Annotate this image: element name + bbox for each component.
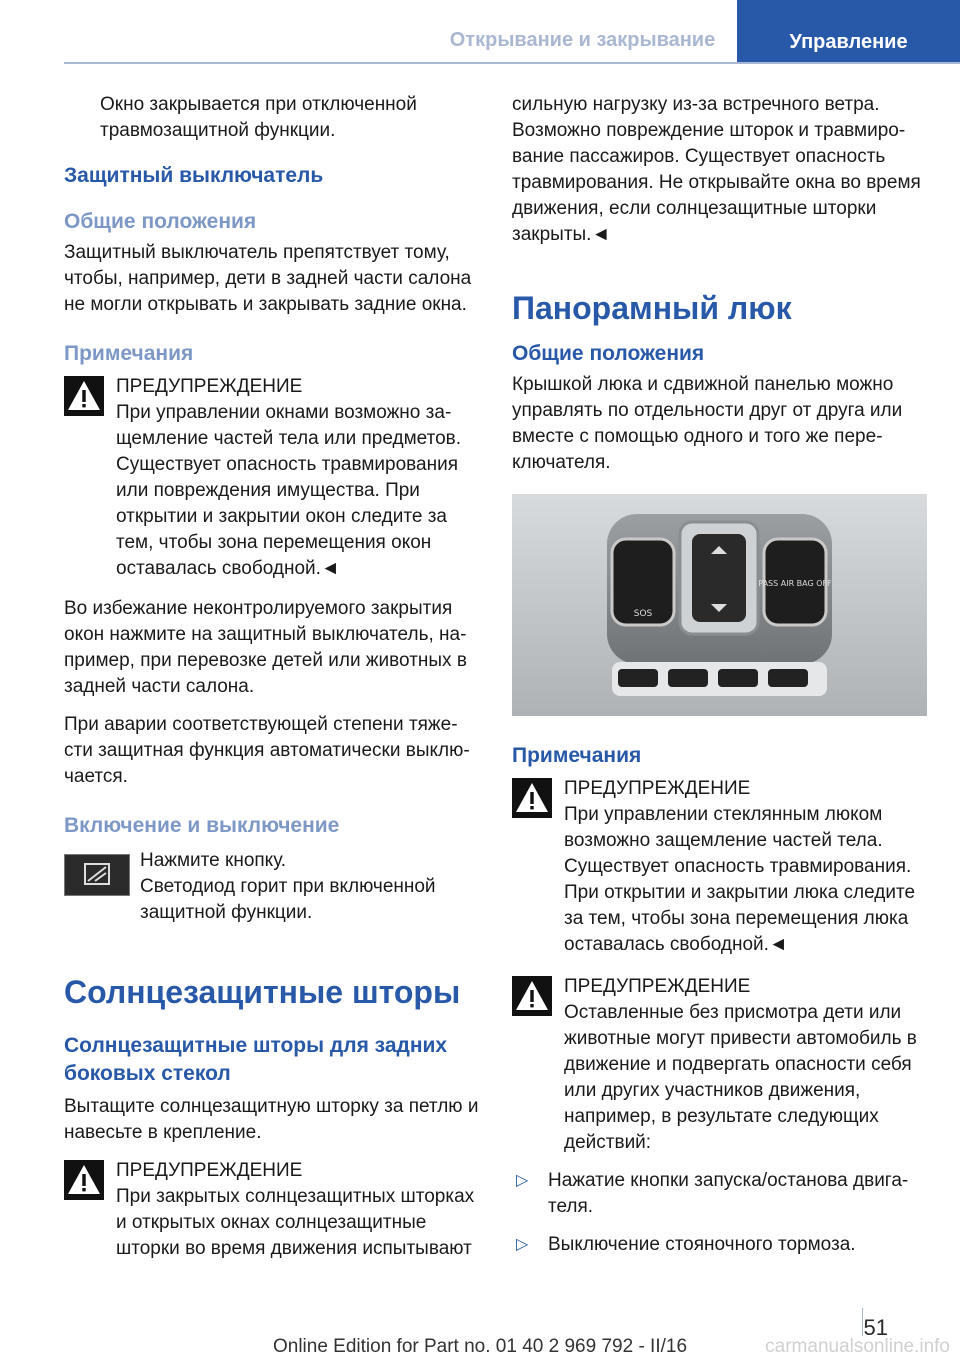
airbag-label: PASS AIR BAG OFF <box>758 579 832 588</box>
running-header-chapter: Управление <box>737 0 960 64</box>
heading-sunshades: Солнцезащитные шторы <box>64 974 461 1010</box>
warning-icon <box>512 976 552 1016</box>
bullet-triangle-icon: ▷ <box>516 1236 529 1253</box>
button-step-1: Нажмите кнопку. <box>140 850 287 871</box>
warning-icon <box>64 1160 104 1200</box>
warning-block-sunshade <box>64 1158 479 1262</box>
page-number: 51 <box>863 1315 888 1340</box>
button-step-2: Светодиод горит при включенной защитной функции. <box>140 876 436 923</box>
bullet-triangle-icon: ▷ <box>516 1172 529 1189</box>
list-item: ▷ Нажатие кнопки запуска/останова двигателя. <box>516 1170 909 1217</box>
header-rule <box>64 62 960 64</box>
sunshade-text: Вытащите солнцезащитную шторку за петлю и навесьте в крепление. <box>64 1096 479 1143</box>
button-instruction <box>64 848 479 926</box>
accident-text: При аварии соответствующей степени тяжести защитная функция автоматически выключается. <box>64 714 470 787</box>
watermark: carmanualsonline.info <box>765 1336 950 1357</box>
heading-notes: Примечания <box>512 744 642 767</box>
warning-text: При управлении стеклянным люком возможно защемление частей тела. Существует опасность травмирования. При открытии и закрытии люка следите за тем, чтобы зона перемещения люка оставалась свободной.◄ <box>564 804 916 955</box>
warning-text: При закрытых солнцезащитных шторках и открытых окнах солнцезащитные шторки во время движения испытывают <box>116 1186 475 1259</box>
sos-label: SOS <box>633 609 653 619</box>
heading-general: Общие положения <box>64 210 257 233</box>
window-lock-button-icon <box>64 854 130 896</box>
warning-title: ПРЕДУПРЕЖДЕНИЕ <box>116 1160 303 1181</box>
warning-block-roof <box>512 776 927 958</box>
left-column <box>64 92 479 1274</box>
panorama-general-text: Крышкой люка и сдвижной панелью можно управлять по отдельности друг от друга или вместе с помощью одного и того же переключателя. <box>512 374 903 473</box>
heading-on-off: Включение и выключение <box>64 814 340 837</box>
heading-general: Общие положения <box>512 342 705 365</box>
roof-console-photo <box>512 494 927 716</box>
list-item: ▷ Выключение стояночного тормоза. <box>512 1232 927 1258</box>
heading-rear-sunshades: Солнцезащитные шторы для задних боковых стекол <box>64 1034 448 1085</box>
warning-block <box>64 374 479 582</box>
warning-title: ПРЕДУПРЕЖДЕНИЕ <box>564 976 751 997</box>
warning-text: При управлении окнами возможно защемление частей тела или предметов. Существует опасность травмирования или повреждения имущества. При открытии и закрытии окон следите за тем, чтобы зона перемещения окон оставалась свободной.◄ <box>116 402 462 579</box>
intro-text: Окно закрывается при отключенной травмозащитной функции. <box>100 94 417 141</box>
avoid-text: Во избежание неконтролируемого закрытия окон нажмите на защитный выключатель, например, при перевозке детей или животных в задней части салона. <box>64 598 467 697</box>
warning-block-children <box>512 974 927 1156</box>
general-text: Защитный выключатель препятствует тому, чтобы, например, дети в задней части салона не могли открывать и закрывать задние окна. <box>64 242 472 315</box>
warning-icon <box>64 376 104 416</box>
heading-notes: Примечания <box>64 342 194 365</box>
warning-title: ПРЕДУПРЕЖДЕНИЕ <box>564 778 751 799</box>
heading-child-lock: Защитный выключатель <box>64 164 324 187</box>
warning-icon <box>512 778 552 818</box>
heading-panorama-roof: Панорамный люк <box>512 290 792 326</box>
warning-continuation: сильную нагрузку из-за встречного ветра. Возможно повреждение шторок и травмирование пассажиров. Существует опасность травмирования. Не открывайте окна во время движения, если солнцезащитные шторки закрыты.◄ <box>512 94 921 245</box>
right-column <box>512 92 927 1270</box>
footer-edition: Online Edition for Part no. 01 40 2 969 792 - II/16 <box>272 1336 688 1357</box>
running-header-section: Открывание и закрывание <box>449 29 716 51</box>
warning-text: Оставленные без присмотра дети или животные могут привести автомобиль в движение и подвергать опасности себя или других участников движения, например, в результате следующих действий: <box>564 1002 917 1153</box>
warning-title: ПРЕДУПРЕЖДЕНИЕ <box>116 376 303 397</box>
